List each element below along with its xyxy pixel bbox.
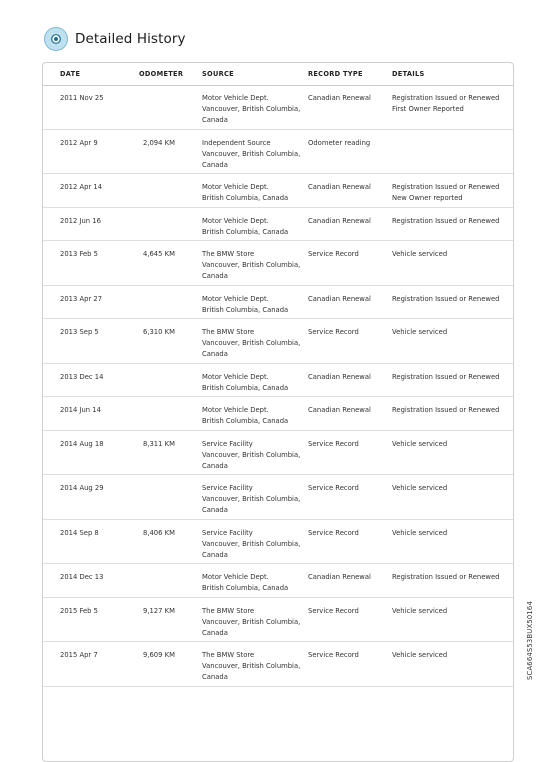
cell-details-line: Vehicle serviced: [392, 250, 448, 258]
cell-source: [202, 528, 300, 561]
table-row: [43, 85, 513, 130]
cell-source: [202, 138, 300, 171]
cell-source-line: Canada: [202, 673, 228, 681]
cell-source-line: Vancouver, British Columbia,: [202, 617, 301, 626]
cell-record-type: Canadian Renewal: [308, 406, 371, 414]
cell-source: [202, 650, 300, 683]
cell-source-line: Canada: [202, 272, 228, 280]
cell-source: [202, 93, 300, 126]
cell-date: 2013 Feb 5: [60, 250, 98, 258]
cell-source: [202, 182, 288, 204]
table-row: [43, 642, 513, 687]
history-table: [42, 62, 514, 762]
cell-details-line: Registration Issued or Renewed: [392, 406, 500, 414]
column-header-odometer: ODOMETER: [139, 70, 184, 78]
cell-odometer: 9,127 KM: [143, 606, 175, 615]
cell-record-type: Canadian Renewal: [308, 183, 371, 191]
page-title: Detailed History: [75, 31, 186, 47]
cell-details: [392, 439, 447, 450]
cell-date: 2013 Apr 27: [60, 294, 103, 303]
cell-record-type: Canadian Renewal: [308, 294, 371, 303]
cell-source: [202, 249, 300, 282]
cell-details-line: Vehicle serviced: [392, 528, 448, 537]
cell-details: [392, 572, 499, 583]
cell-source-line: Vancouver, British Columbia,: [202, 495, 301, 503]
cell-details: [392, 182, 499, 204]
cell-details: [392, 294, 499, 305]
cell-source-line: Vancouver, British Columbia,: [202, 149, 301, 158]
cell-date: 2012 Jun 16: [60, 216, 101, 225]
cell-details-line: Registration Issued or Renewed: [392, 94, 500, 102]
cell-source-line: Vancouver, British Columbia,: [202, 450, 301, 459]
cell-source: [202, 483, 300, 516]
cell-date: 2011 Nov 25: [60, 94, 104, 102]
cell-source-line: Vancouver, British Columbia,: [202, 261, 301, 269]
table-row: [43, 564, 513, 598]
cell-source-line: Canada: [202, 550, 228, 559]
cell-record-type: Service Record: [308, 439, 359, 448]
cell-record-type: Canadian Renewal: [308, 94, 371, 102]
cell-date: 2012 Apr 9: [60, 138, 98, 147]
cell-details: [392, 249, 447, 260]
table-row: [43, 130, 513, 175]
cell-source-line: Vancouver, British Columbia,: [202, 539, 301, 548]
table-row: [43, 475, 513, 520]
cell-details: [392, 606, 447, 617]
cell-source: [202, 327, 300, 360]
eye-icon: [44, 27, 68, 51]
cell-record-type: Service Record: [308, 250, 359, 258]
cell-details-line: Registration Issued or Renewed: [392, 294, 500, 303]
vin-label: SCA664S53BUX50164: [526, 601, 534, 680]
cell-record-type: Service Record: [308, 528, 359, 537]
cell-details: [392, 93, 499, 115]
table-row: [43, 241, 513, 286]
cell-source-line: Motor Vehicle Dept.: [202, 372, 269, 381]
table-row: [43, 598, 513, 643]
cell-source-line: Motor Vehicle Dept.: [202, 183, 269, 191]
cell-details: [392, 650, 447, 661]
cell-date: 2014 Aug 18: [60, 439, 104, 448]
table-body: [43, 85, 513, 687]
column-header-date: DATE: [60, 70, 81, 78]
cell-source-line: Vancouver, British Columbia,: [202, 662, 301, 670]
cell-source: [202, 606, 300, 639]
cell-date: 2014 Dec 13: [60, 573, 104, 581]
cell-source-line: Vancouver, British Columbia,: [202, 105, 301, 113]
cell-record-type: Service Record: [308, 606, 359, 615]
table-row: [43, 174, 513, 208]
cell-details-line: Vehicle serviced: [392, 484, 448, 492]
cell-source: [202, 439, 300, 472]
cell-source-line: Motor Vehicle Dept.: [202, 406, 269, 414]
cell-record-type: Canadian Renewal: [308, 573, 371, 581]
cell-odometer: 9,609 KM: [143, 651, 175, 659]
cell-source-line: Service Facility: [202, 528, 253, 537]
cell-source-line: British Columbia, Canada: [202, 305, 289, 314]
cell-source-line: Canada: [202, 628, 228, 637]
section-header: [44, 26, 186, 52]
cell-record-type: Service Record: [308, 328, 359, 336]
cell-source-line: The BMW Store: [202, 328, 255, 336]
cell-date: 2014 Jun 14: [60, 406, 101, 414]
cell-details-line: Registration Issued or Renewed: [392, 183, 500, 191]
cell-source-line: Independent Source: [202, 138, 271, 147]
cell-source-line: British Columbia, Canada: [202, 417, 289, 425]
cell-source-line: Canada: [202, 350, 228, 358]
cell-source-line: British Columbia, Canada: [202, 227, 289, 236]
cell-details-line: Vehicle serviced: [392, 328, 448, 336]
cell-source-line: Motor Vehicle Dept.: [202, 294, 269, 303]
cell-source-line: Canada: [202, 160, 228, 169]
table-row: [43, 319, 513, 364]
cell-source: [202, 216, 288, 238]
cell-details-line: Vehicle serviced: [392, 651, 448, 659]
cell-odometer: 6,310 KM: [143, 328, 175, 336]
cell-source-line: Canada: [202, 116, 228, 124]
cell-details-line: New Owner reported: [392, 194, 463, 202]
cell-source-line: Motor Vehicle Dept.: [202, 94, 269, 102]
table-row: [43, 520, 513, 565]
cell-details: [392, 483, 447, 494]
cell-source: [202, 405, 288, 427]
cell-source: [202, 572, 288, 594]
cell-source-line: Service Facility: [202, 484, 253, 492]
cell-source-line: British Columbia, Canada: [202, 383, 289, 392]
cell-details: [392, 327, 447, 338]
cell-details-line: Vehicle serviced: [392, 606, 448, 615]
cell-source-line: Vancouver, British Columbia,: [202, 339, 301, 347]
cell-details: [392, 528, 447, 539]
cell-odometer: 8,311 KM: [143, 439, 175, 448]
table-row: [43, 364, 513, 398]
cell-odometer: 8,406 KM: [143, 528, 175, 537]
column-header-record-type: RECORD TYPE: [308, 70, 363, 78]
cell-source-line: British Columbia, Canada: [202, 194, 289, 202]
cell-source-line: British Columbia, Canada: [202, 584, 289, 592]
cell-source-line: Canada: [202, 506, 228, 514]
cell-date: 2013 Dec 14: [60, 372, 104, 381]
cell-date: 2015 Feb 5: [60, 606, 98, 615]
cell-details-line: First Owner Reported: [392, 105, 464, 113]
cell-record-type: Canadian Renewal: [308, 216, 371, 225]
cell-date: 2014 Aug 29: [60, 484, 104, 492]
cell-source-line: The BMW Store: [202, 606, 255, 615]
cell-source-line: Service Facility: [202, 439, 253, 448]
cell-details: [392, 216, 499, 227]
cell-source-line: The BMW Store: [202, 651, 255, 659]
table-row: [43, 286, 513, 320]
cell-date: 2012 Apr 14: [60, 183, 103, 191]
cell-details: [392, 405, 499, 416]
cell-odometer: 4,645 KM: [143, 250, 175, 258]
column-header-details: DETAILS: [392, 70, 425, 78]
cell-record-type: Canadian Renewal: [308, 372, 371, 381]
cell-date: 2013 Sep 5: [60, 328, 99, 336]
table-row: [43, 431, 513, 476]
cell-odometer: 2,094 KM: [143, 138, 175, 147]
cell-source-line: Canada: [202, 461, 228, 470]
cell-details-line: Registration Issued or Renewed: [392, 573, 500, 581]
table-header: [43, 63, 513, 86]
cell-details-line: Registration Issued or Renewed: [392, 372, 500, 381]
column-header-source: SOURCE: [202, 70, 234, 78]
cell-source-line: Motor Vehicle Dept.: [202, 216, 269, 225]
cell-details: [392, 372, 499, 383]
cell-details-line: Vehicle serviced: [392, 439, 448, 448]
cell-source-line: The BMW Store: [202, 250, 255, 258]
cell-source: [202, 294, 288, 316]
cell-date: 2014 Sep 8: [60, 528, 99, 537]
table-row: [43, 208, 513, 242]
cell-date: 2015 Apr 7: [60, 651, 98, 659]
cell-record-type: Odometer reading: [308, 138, 371, 147]
cell-details-line: Registration Issued or Renewed: [392, 216, 500, 225]
table-row: [43, 397, 513, 431]
cell-record-type: Service Record: [308, 484, 359, 492]
cell-source: [202, 372, 288, 394]
cell-record-type: Service Record: [308, 651, 359, 659]
cell-source-line: Motor Vehicle Dept.: [202, 573, 269, 581]
